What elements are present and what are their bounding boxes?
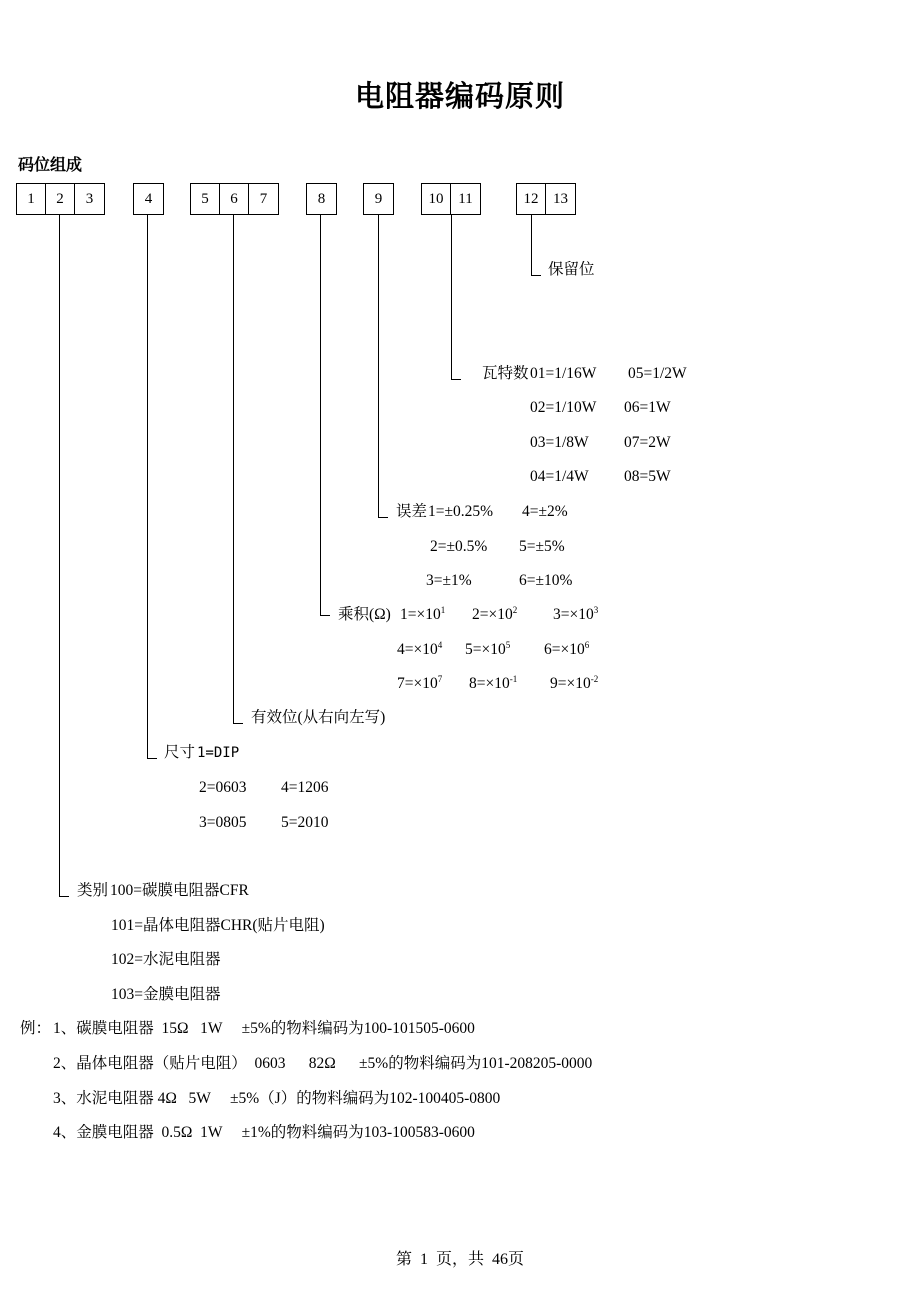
reserved-label: 保留位	[548, 261, 595, 278]
wattage-value: 07=2W	[624, 434, 671, 451]
connector-wattage	[451, 215, 452, 379]
wattage-label: 瓦特数	[482, 365, 529, 382]
connector-multiplier-tick	[320, 615, 330, 616]
digit-group-reserved	[516, 183, 576, 215]
digit-cell: 7	[259, 190, 268, 207]
digit-cell: 5	[191, 184, 220, 214]
connector-significant-tick	[233, 723, 243, 724]
multiplier-value: $7=\times 10^7$	[397, 674, 443, 692]
multiplier-value: $4=\times 10^4$	[397, 640, 443, 658]
digit-group-wattage	[421, 183, 481, 215]
connector-tolerance	[378, 215, 379, 517]
tolerance-value: 6=±10%	[519, 572, 573, 589]
page-title: 电阻器编码原则	[354, 79, 565, 113]
digit-cell: 11	[458, 190, 473, 207]
connector-tolerance-tick	[378, 517, 388, 518]
page-footer: 第 1 页，共 46页	[395, 1251, 524, 1268]
multiplier-value: $5=\times 10^5$	[465, 640, 511, 658]
digit-cell: 3	[85, 190, 94, 207]
wattage-value: 04=1/4W	[530, 468, 589, 485]
tolerance-value: 2=±0.5%	[430, 538, 488, 555]
digit-cell: 8	[317, 190, 326, 207]
multiplier-value: $2=\times 10^2$	[472, 605, 518, 623]
digit-group-tolerance	[363, 183, 394, 215]
digit-cell: 12	[517, 184, 546, 214]
size-value: 4=1206	[281, 779, 329, 796]
multiplier-value: $1=\times 10^1$	[400, 605, 446, 623]
digit-cell: 4	[144, 190, 153, 207]
multiplier-value: $9=\times 10^{-2}$	[550, 674, 599, 692]
wattage-value: 03=1/8W	[530, 434, 589, 451]
connector-reserved-tick	[531, 275, 541, 276]
digit-group-significant	[190, 183, 279, 215]
example-line: 4、金膜电阻器 0.5Ω 1W ±1%的物料编码为103-100583-0600	[53, 1124, 475, 1141]
category-value: 103=金膜电阻器	[111, 986, 221, 1003]
connector-multiplier	[320, 215, 321, 615]
tolerance-value: 1=±0.25%	[428, 503, 494, 520]
category-value: 102=水泥电阻器	[111, 951, 221, 968]
multiplier-value: $6=\times 10^6$	[544, 640, 590, 658]
size-value: 1=DIP	[197, 745, 240, 761]
example-line: 1、碳膜电阻器 15Ω 1W ±5%的物料编码为100-101505-0600	[53, 1020, 475, 1037]
multiplier-value: $8=\times 10^{-1}$	[469, 674, 518, 692]
significant-label: 有效位(从右向左写)	[251, 709, 386, 726]
digit-group-size	[133, 183, 164, 215]
wattage-value: 08=5W	[624, 468, 671, 485]
digit-group-multiplier	[306, 183, 337, 215]
digit-cell: 10	[422, 184, 451, 214]
connector-significant	[233, 215, 234, 723]
category-value: 100=碳膜电阻器CFR	[110, 882, 249, 899]
digit-group-category	[16, 183, 105, 215]
wattage-value: 06=1W	[624, 399, 671, 416]
section-label: 码位组成	[18, 155, 83, 174]
digit-cell: 9	[374, 190, 383, 207]
wattage-value: 05=1/2W	[628, 365, 687, 382]
connector-size-tick	[147, 758, 157, 759]
connector-reserved	[531, 215, 532, 275]
size-value: 5=2010	[281, 814, 329, 831]
connector-category-tick	[59, 896, 69, 897]
digit-cell: 1	[17, 184, 46, 214]
example-line: 2、晶体电阻器（贴片电阻） 0603 82Ω ±5%的物料编码为101-208205-0000	[53, 1055, 593, 1072]
tolerance-value: 3=±1%	[426, 572, 472, 589]
category-label: 类别	[77, 882, 109, 899]
digit-cell: 2	[46, 184, 75, 214]
connector-wattage-tick	[451, 379, 461, 380]
size-value: 2=0603	[199, 779, 247, 796]
example-line: 3、水泥电阻器 4Ω 5W ±5%（J）的物料编码为102-100405-0800	[53, 1090, 501, 1107]
wattage-value: 02=1/10W	[530, 399, 597, 416]
category-value: 101=晶体电阻器CHR(贴片电阻)	[111, 917, 325, 934]
digit-cell: 6	[220, 184, 249, 214]
multiplier-value: $3=\times 10^3$	[553, 605, 599, 623]
multiplier-label: 乘积(Ω)	[338, 606, 391, 623]
size-label: 尺寸	[164, 744, 196, 761]
connector-category	[59, 215, 60, 896]
examples-prefix: 例：	[20, 1020, 52, 1037]
tolerance-value: 4=±2%	[522, 503, 568, 520]
connector-size	[147, 215, 148, 758]
tolerance-value: 5=±5%	[519, 538, 565, 555]
size-value: 3=0805	[199, 814, 247, 831]
digit-cell: 13	[553, 190, 568, 207]
wattage-value: 01=1/16W	[530, 365, 597, 382]
tolerance-label: 误差	[396, 503, 428, 520]
